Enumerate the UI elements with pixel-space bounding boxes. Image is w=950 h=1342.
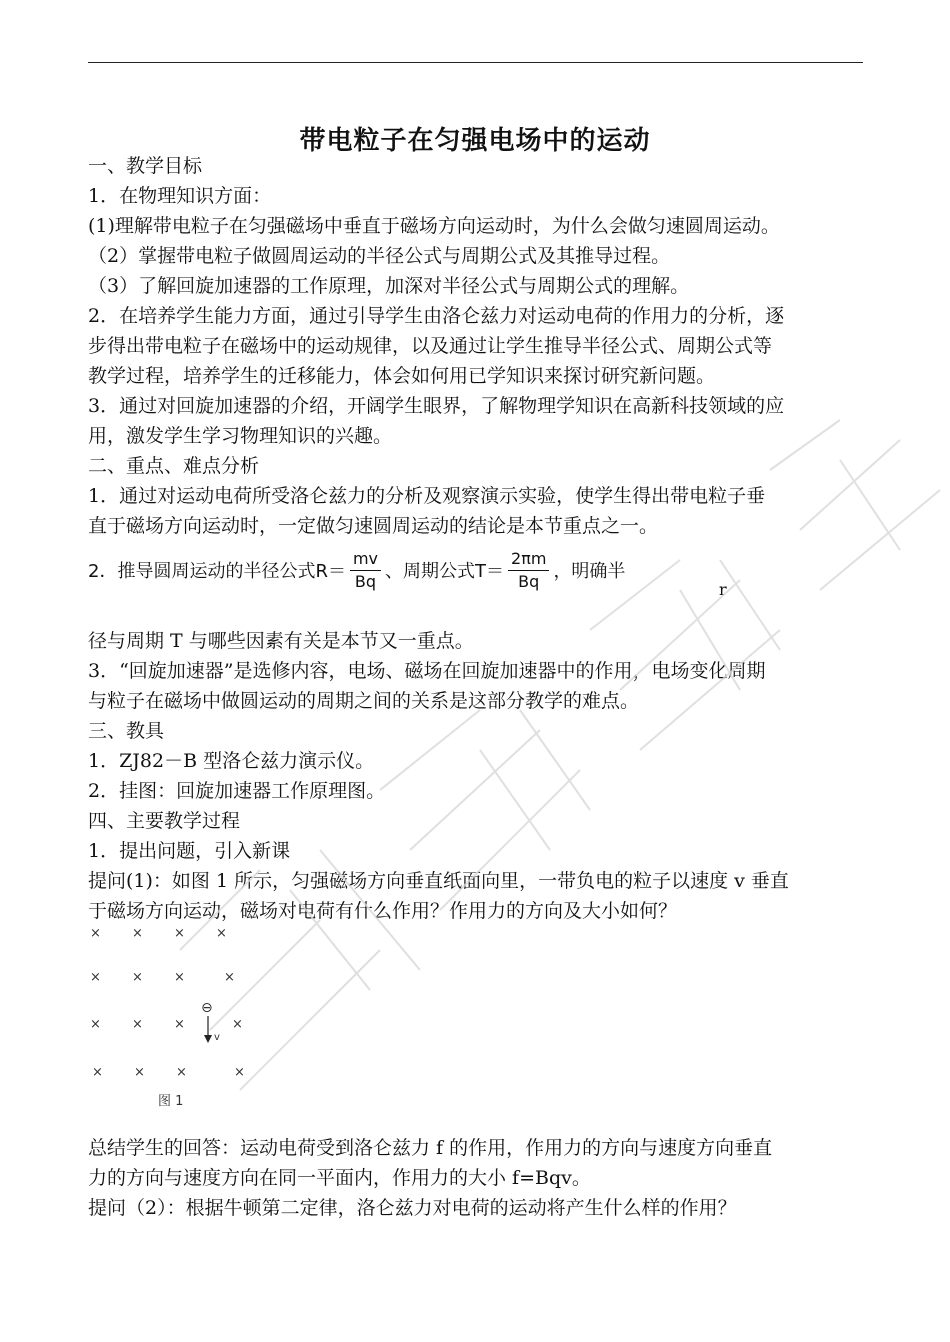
paragraph-line: 力的方向与速度方向在同一平面内，作用力的大小 f=Bqv。: [88, 1167, 591, 1189]
header-rule: [88, 62, 863, 63]
field-cross-icon: ×: [92, 1065, 103, 1080]
radius-fraction: [350, 548, 381, 593]
period-denominator: Bq: [518, 571, 540, 591]
field-cross-icon: ×: [174, 1017, 185, 1032]
paragraph-line: （3）了解回旋加速器的工作原理，加深对半径公式与周期公式的理解。: [88, 275, 690, 297]
field-cross-icon: ×: [174, 970, 185, 985]
formula-line: [88, 540, 625, 600]
paragraph-line: 2．挂图：回旋加速器工作原理图。: [88, 780, 386, 802]
paragraph-line: 步得出带电粒子在磁场中的运动规律，以及通过让学生推导半径公式、周期公式等: [88, 335, 773, 357]
paragraph-line: 1．ZJ82－B 型洛仑兹力演示仪。: [88, 750, 375, 772]
section-heading-tools: 三、教具: [88, 720, 165, 742]
field-cross-icon: ×: [90, 1017, 101, 1032]
velocity-label: v: [214, 1032, 220, 1043]
paragraph-line: 于磁场方向运动，磁场对电荷有什么作用？作用力的方向及大小如何？: [88, 900, 678, 922]
paragraph-line: 提问(1)：如图 1 所示，匀强磁场方向垂直纸面向里，一带负电的粒子以速度 v 垂直: [88, 870, 789, 892]
paragraph-line: 教学过程，培养学生的迁移能力，体会如何用已学知识来探讨研究新问题。: [88, 365, 716, 387]
document-title: 带电粒子在匀强电场中的运动: [299, 126, 651, 156]
field-cross-icon: ×: [174, 926, 185, 941]
formula-suffix: ，明确半: [553, 561, 626, 582]
section-heading-goals: 一、教学目标: [88, 155, 203, 177]
paragraph-line: 提问（2）：根据牛顿第二定律，洛仑兹力对电荷的运动将产生什么样的作用？: [88, 1197, 737, 1219]
field-cross-icon: ×: [224, 970, 235, 985]
paragraph-line: 1．在物理知识方面：: [88, 185, 272, 207]
field-cross-icon: ×: [132, 970, 143, 985]
field-cross-icon: ×: [90, 926, 101, 941]
field-cross-icon: ×: [132, 1017, 143, 1032]
negative-charge-icon: ⊖: [201, 1000, 213, 1016]
paragraph-line: 3．通过对回旋加速器的介绍，开阔学生眼界，了解物理学知识在高新科技领域的应: [88, 395, 785, 417]
paragraph-line: 总结学生的回答：运动电荷受到洛仑兹力 f 的作用，作用力的方向与速度方向垂直: [88, 1137, 773, 1159]
field-cross-icon: ×: [90, 970, 101, 985]
field-cross-icon: ×: [132, 926, 143, 941]
field-cross-icon: ×: [176, 1065, 187, 1080]
paragraph-line: 2．在培养学生能力方面，通过引导学生由洛仑兹力对运动电荷的作用力的分析，逐: [88, 305, 785, 327]
paragraph-line: 1．通过对运动电荷所受洛仑兹力的分析及观察演示实验，使学生得出带电粒子垂: [88, 485, 766, 507]
paragraph-line: 3．“回旋加速器”是选修内容，电场、磁场在回旋加速器中的作用，电场变化周期: [88, 660, 766, 682]
period-fraction: [508, 548, 549, 593]
velocity-arrow-icon: [202, 1016, 214, 1044]
paragraph-line: 与粒子在磁场中做圆运动的周期之间的关系是这部分教学的难点。: [88, 690, 640, 712]
radius-numerator: mv: [350, 548, 381, 571]
paragraph-line: (1)理解带电粒子在匀强磁场中垂直于磁场方向运动时，为什么会做匀速圆周运动。: [88, 215, 780, 237]
formula-prefix: 2．推导圆周运动的半径公式R＝: [88, 561, 346, 582]
paragraph-line: 直于磁场方向运动时，一定做匀速圆周运动的结论是本节重点之一。: [88, 515, 659, 537]
paragraph-line: （2）掌握带电粒子做圆周运动的半径公式与周期公式及其推导过程。: [88, 245, 671, 267]
section-heading-key-points: 二、重点、难点分析: [88, 455, 260, 477]
paragraph-line: 用，激发学生学习物理知识的兴趣。: [88, 425, 393, 447]
figure-caption: 图 1: [158, 1094, 184, 1109]
period-numerator: 2πm: [508, 548, 549, 571]
field-cross-icon: ×: [234, 1065, 245, 1080]
formula-r-mark: r: [719, 580, 727, 599]
field-cross-icon: ×: [232, 1017, 243, 1032]
section-heading-process: 四、主要教学过程: [88, 810, 241, 832]
paragraph-line: 1．提出问题，引入新课: [88, 840, 291, 862]
field-cross-icon: ×: [216, 926, 227, 941]
field-cross-icon: ×: [134, 1065, 145, 1080]
radius-denominator: Bq: [354, 571, 377, 591]
paragraph-line: 径与周期 T 与哪些因素有关是本节又一重点。: [88, 630, 474, 652]
figure-1-magnetic-field: [88, 920, 288, 1120]
formula-middle: 、周期公式T＝: [385, 561, 505, 582]
